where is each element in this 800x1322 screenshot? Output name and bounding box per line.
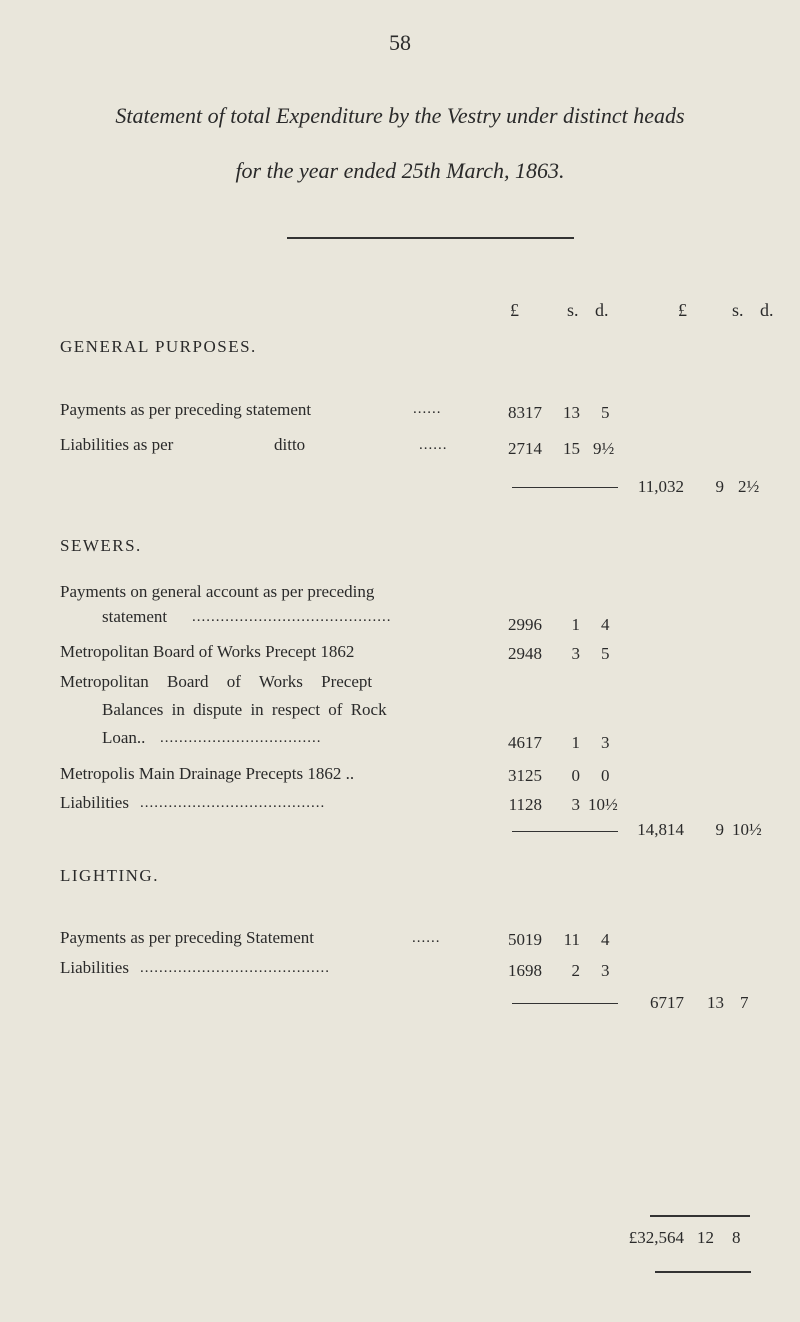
sewers-row4-pounds: 3125 [508,766,542,785]
header-left-pounds: £ [510,300,519,320]
sewers-row2-label: Metropolitan Board of Works Precept 1862 [60,642,355,661]
header-right-pence: d. [760,300,774,320]
sewers-row5-leader: ....................................... [140,795,326,811]
section-heading-sewers: SEWERS. [60,536,142,555]
sewers-row3-leader: .................................. [160,730,322,746]
general-row1-label: Payments as per preceding statement [60,400,312,419]
general-row2-shillings: 15 [563,439,580,458]
lighting-subtotal-rule [512,1003,618,1004]
page-number: 58 [389,30,411,55]
grand-total-pence: 8 [732,1228,741,1247]
sewers-total-pounds: 14,814 [637,820,684,839]
sewers-row1-leader: .......................................... [192,609,392,625]
sewers-row4-label: Metropolis Main Drainage Precepts 1862 .. [60,764,355,783]
sewers-row1-label-line1: Payments on general account as per preceding [60,582,375,601]
title-line-2: for the year ended 25th March, 1863. [235,158,565,183]
sewers-row5-pounds: 1128 [508,795,542,814]
sewers-row1-shillings: 1 [571,615,580,634]
sewers-row1-label-line2: statement [102,607,168,626]
lighting-row1-pence: 4 [601,930,610,949]
lighting-total-pounds: 6717 [650,993,684,1012]
lighting-row1-shillings: 11 [563,930,580,949]
lighting-row2-shillings: 2 [571,961,580,980]
lighting-row2-leader: ........................................ [140,960,330,976]
lighting-row1-label: Payments as per preceding Statement [60,928,314,947]
sewers-row1-pounds: 2996 [508,615,542,634]
lighting-total-pence: 7 [740,993,749,1012]
title-divider [287,237,574,239]
sewers-row2-pounds: 2948 [508,644,542,663]
general-subtotal-rule [512,487,618,488]
lighting-row1-leader: ...... [412,930,441,946]
grand-total-pounds: £32,564 [628,1228,684,1247]
grand-total-bottom-rule [655,1271,751,1273]
header-right-shillings: s. [732,300,744,320]
sewers-row5-pence: 10½ [588,795,618,814]
header-right-pounds: £ [678,300,687,320]
sewers-row3-pence: 3 [601,733,610,752]
general-row2-pence: 9½ [593,439,615,458]
sewers-row2-shillings: 3 [571,644,580,663]
sewers-row3-label-line1: Metropolitan Board of Works Precept [60,672,373,691]
general-row1-leader: ...... [413,401,442,417]
general-row1-shillings: 13 [563,403,580,422]
general-total-pence: 2½ [738,477,760,496]
sewers-total-shillings: 9 [715,820,724,839]
general-row1-pounds: 8317 [508,403,542,422]
sewers-row1-pence: 4 [601,615,610,634]
general-row2-leader: ...... [419,437,448,453]
lighting-row2-pence: 3 [601,961,610,980]
lighting-row2-label: Liabilities [60,958,129,977]
general-total-pounds: 11,032 [637,477,684,496]
sewers-subtotal-rule [512,831,618,832]
sewers-row5-shillings: 3 [571,795,580,814]
general-row2-pounds: 2714 [508,439,542,458]
section-heading-general-purposes: GENERAL PURPOSES. [60,337,257,356]
general-row2-label: Liabilities as per [60,435,174,454]
sewers-row3-label-line3: Loan.. [102,728,146,747]
section-heading-lighting: LIGHTING. [60,866,159,885]
general-row2-ditto: ditto [274,435,306,454]
sewers-row2-pence: 5 [601,644,610,663]
sewers-row5-label: Liabilities [60,793,129,812]
header-left-shillings: s. [567,300,579,320]
general-row1-pence: 5 [601,403,610,422]
lighting-row2-pounds: 1698 [508,961,542,980]
sewers-row4-pence: 0 [601,766,610,785]
title-line-1: Statement of total Expenditure by the Vestry under distinct heads [115,103,685,128]
sewers-row4-shillings: 0 [571,766,580,785]
grand-total-shillings: 12 [697,1228,714,1247]
sewers-row3-pounds: 4617 [508,733,542,752]
lighting-row1-pounds: 5019 [508,930,542,949]
general-total-shillings: 9 [715,477,724,496]
sewers-total-pence: 10½ [732,820,762,839]
lighting-total-shillings: 13 [707,993,724,1012]
grand-total-top-rule [650,1215,750,1217]
sewers-row3-shillings: 1 [571,733,580,752]
sewers-row3-label-line2: Balances in dispute in respect of Rock [102,700,387,719]
header-left-pence: d. [595,300,609,320]
